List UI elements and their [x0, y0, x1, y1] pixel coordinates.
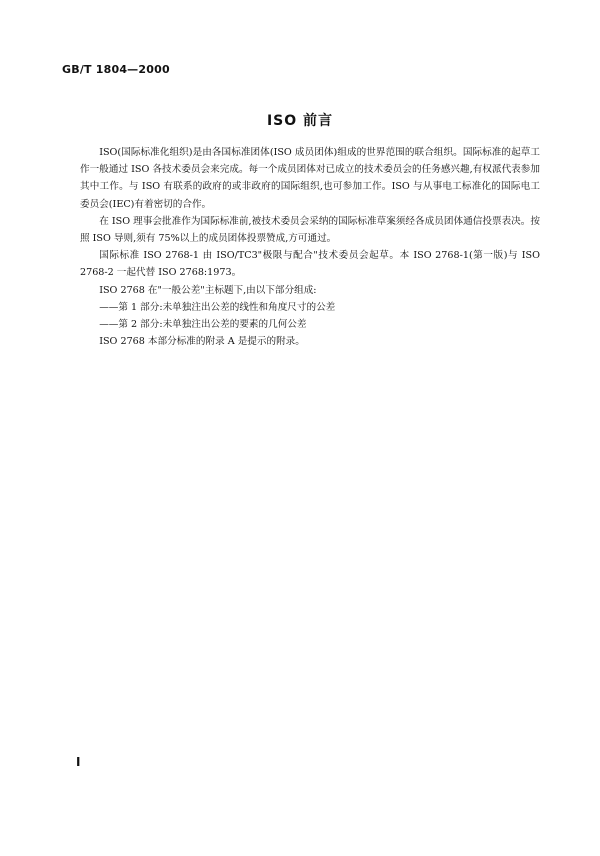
paragraph-parts-intro: ISO 2768 在"一般公差"主标题下,由以下部分组成: [99, 284, 317, 296]
standard-code: GB/T 1804—2000 [62, 63, 170, 76]
paragraph-voting: 在 ISO 理事会批准作为国际标准前,被技术委员会采纳的国际标准草案须经各成员团体通信投票表决。按照 ISO 导则,须有 75%以上的成员团体投票赞成,方可通过。 [80, 215, 540, 245]
paragraph-drafting: 国际标准 ISO 2768-1 由 ISO/TC3"极限与配合"技术委员会起草。本 ISO 2768-1(第一版)与 ISO 2768-2 一起代替 ISO 2768:1973。 [80, 250, 540, 279]
paragraph-iso-intro: ISO(国际标准化组织)是由各国标准团体(ISO 成员团体)组成的世界范围的联合组织。国际标准的起草工作一般通过 ISO 各技术委员会来完成。每一个成员团体对已成立的技术委员会的任务感兴趣,有权派代表参加其中工作。与 ISO 有联系的政府的或非政府的国际组织,也可参加工作。ISO 与从事电工标准化的国际电工委员会(IEC)有着密切的合作。 [80, 147, 540, 210]
list-item-part-2: ——第 2 部分:未单独注出公差的要素的几何公差 [99, 319, 307, 331]
paragraph-annex: ISO 2768 本部分标准的附录 A 是提示的附录。 [99, 336, 305, 348]
page-number: I [76, 755, 81, 769]
page-title: ISO 前言 [266, 113, 334, 129]
foreword-body [80, 144, 540, 350]
list-item-part-1: ——第 1 部分:未单独注出公差的线性和角度尺寸的公差 [99, 301, 336, 313]
